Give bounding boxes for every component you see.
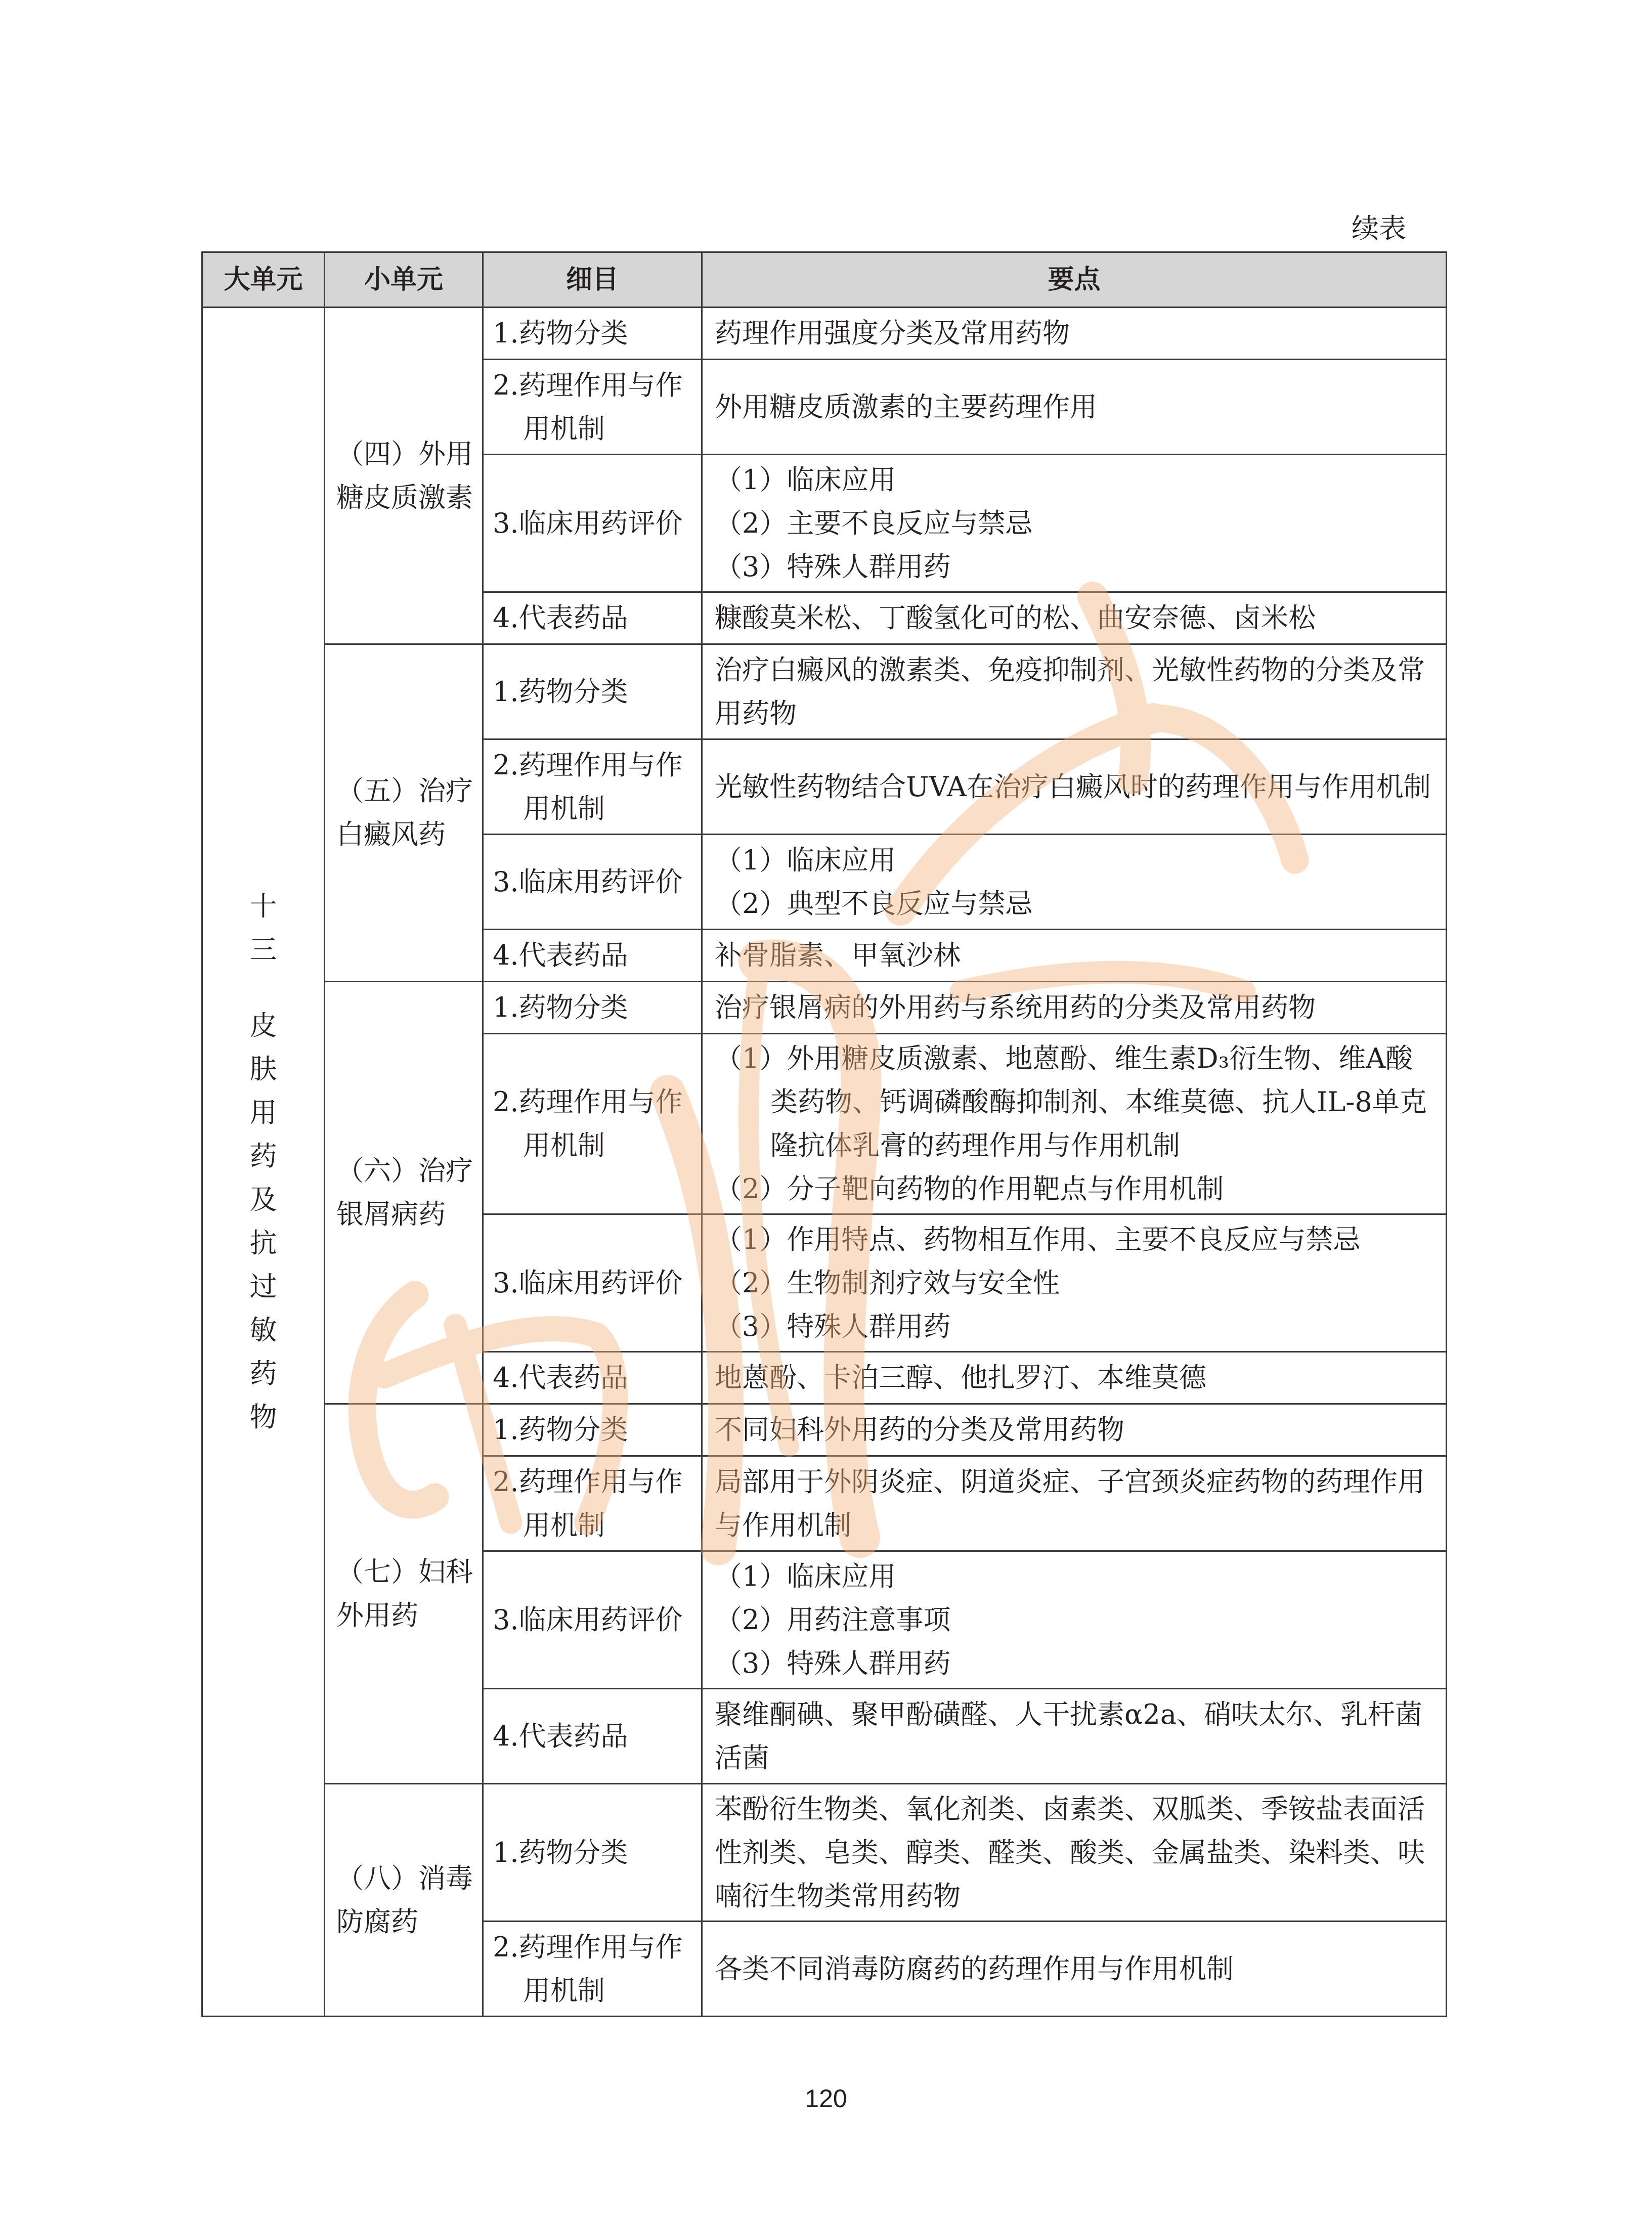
key-points-cell (702, 1352, 1447, 1404)
key-point-line: （1）外用糖皮质激素、地蒽酚、维生素D₃衍生物、维A酸类药物、钙调磷酸酶抑制剂、本维莫德、抗人IL-8单克隆抗体乳膏的药理作用与作用机制 (715, 1042, 1427, 1161)
key-points-cell (702, 739, 1447, 835)
detail-cell (483, 1034, 702, 1214)
key-point-line: （1）临床应用 (715, 844, 896, 876)
key-point-line: （3）特殊人群用药 (715, 1310, 951, 1342)
detail-cell (483, 455, 702, 592)
key-point-line: 治疗银屑病的外用药与系统用药的分类及常用药物 (715, 991, 1316, 1023)
key-points-cell (702, 1404, 1447, 1456)
major-unit-char: 用 (249, 1097, 277, 1128)
minor-unit-cell (325, 1404, 483, 1784)
detail-text: 3.临床用药评价 (493, 1267, 683, 1299)
detail-cell (483, 1551, 702, 1689)
key-point-line: （1）临床应用 (715, 463, 896, 496)
header-major-unit: 大单元 (202, 252, 325, 308)
minor-unit-name: （八）消毒防腐药 (336, 1862, 473, 1938)
detail-text: 1.药物分类 (493, 991, 628, 1023)
key-point-line: （2）生物制剂疗效与安全性 (715, 1267, 1060, 1299)
detail-text: 3.临床用药评价 (493, 1603, 683, 1636)
detail-cell (483, 1922, 702, 2017)
key-point-line: （2）主要不良反应与禁忌 (715, 507, 1033, 539)
table-row (202, 1784, 1447, 1922)
continuation-label: 续表 (1352, 212, 1406, 244)
major-unit-char: 抗 (249, 1227, 277, 1259)
key-point-line: （2）用药注意事项 (715, 1603, 951, 1636)
major-unit-char: 过 (249, 1271, 277, 1302)
detail-cell (483, 592, 702, 644)
key-point-line: 光敏性药物结合UVA在治疗白癜风时的药理作用与作用机制 (715, 770, 1431, 803)
detail-text: 4.代表药品 (493, 602, 628, 634)
detail-text: 2.药理作用与作用机制 (493, 1931, 683, 2006)
detail-text: 2.药理作用与作用机制 (493, 1086, 683, 1161)
key-points-cell (702, 1214, 1447, 1352)
major-unit-char: 药 (249, 1140, 277, 1172)
table-row (202, 308, 1447, 360)
detail-cell (483, 1214, 702, 1352)
key-points-cell (702, 930, 1447, 982)
major-unit-char: 敏 (249, 1314, 277, 1346)
detail-cell (483, 1456, 702, 1551)
minor-unit-name: （七）妇科外用药 (336, 1556, 473, 1631)
minor-unit-cell (325, 982, 483, 1404)
syllabus-table-wrapper (201, 251, 1446, 2017)
key-point-line: 药理作用强度分类及常用药物 (715, 317, 1070, 349)
key-point-line: 地蒽酚、卡泊三醇、他扎罗汀、本维莫德 (715, 1362, 1206, 1393)
key-points-cell (702, 1456, 1447, 1551)
detail-cell (483, 982, 702, 1034)
minor-unit-name: （五）治疗白癜风药 (336, 775, 473, 850)
key-points-cell (702, 644, 1447, 739)
key-point-line: 聚维酮碘、聚甲酚磺醛、人干扰素α2a、硝呋太尔、乳杆菌活菌 (715, 1698, 1423, 1774)
major-unit-cell (202, 308, 325, 2017)
key-point-line: 苯酚衍生物类、氧化剂类、卤素类、双胍类、季铵盐表面活性剂类、皂类、醇类、醛类、酸类、金属盐类、染料类、呋喃衍生物类常用药物 (715, 1793, 1425, 1912)
detail-cell (483, 1784, 702, 1922)
detail-cell (483, 930, 702, 982)
header-detail: 细目 (483, 252, 702, 308)
detail-text: 1.药物分类 (493, 675, 628, 708)
detail-text: 1.药物分类 (493, 317, 628, 349)
detail-cell (483, 1352, 702, 1404)
table-row (202, 982, 1447, 1034)
key-points-cell (702, 592, 1447, 644)
major-unit-number: 十三 (249, 890, 277, 966)
detail-text: 4.代表药品 (493, 1720, 628, 1752)
major-unit-char: 及 (249, 1184, 277, 1215)
detail-cell (483, 360, 702, 455)
key-points-cell (702, 1551, 1447, 1689)
minor-unit-name: （四）外用糖皮质激素 (336, 438, 473, 513)
major-unit-vertical-text (246, 885, 281, 1439)
detail-text: 4.代表药品 (493, 939, 628, 971)
key-points-cell (702, 982, 1447, 1034)
major-unit-char: 药 (249, 1358, 277, 1389)
syllabus-table (201, 251, 1447, 2017)
detail-cell (483, 308, 702, 360)
header-minor-unit: 小单元 (325, 252, 483, 308)
key-point-line: 治疗白癜风的激素类、免疫抑制剂、光敏性药物的分类及常用药物 (715, 653, 1425, 729)
table-row (202, 1404, 1447, 1456)
detail-text: 3.临床用药评价 (493, 507, 683, 539)
key-point-line: 补骨脂素、甲氧沙林 (715, 939, 961, 971)
major-unit-char: 物 (249, 1401, 277, 1433)
key-point-line: （2）分子靶向药物的作用靶点与作用机制 (715, 1173, 1224, 1205)
key-points-cell (702, 1922, 1447, 2017)
key-point-line: 糠酸莫米松、丁酸氢化可的松、曲安奈德、卤米松 (715, 602, 1316, 634)
detail-text: 1.药物分类 (493, 1836, 628, 1868)
detail-text: 3.临床用药评价 (493, 865, 683, 898)
table-row (202, 644, 1447, 739)
key-point-line: （1）临床应用 (715, 1560, 896, 1592)
key-point-line: （1）作用特点、药物相互作用、主要不良反应与禁忌 (715, 1223, 1361, 1255)
detail-text: 2.药理作用与作用机制 (493, 369, 683, 445)
key-point-line: 不同妇科外用药的分类及常用药物 (715, 1414, 1124, 1446)
detail-text: 1.药物分类 (493, 1414, 628, 1446)
key-points-cell (702, 455, 1447, 592)
detail-cell (483, 644, 702, 739)
detail-cell (483, 739, 702, 835)
table-header-row (202, 252, 1447, 308)
key-points-cell (702, 1784, 1447, 1922)
major-unit-char: 肤 (249, 1053, 277, 1085)
key-point-line: （3）特殊人群用药 (715, 1647, 951, 1679)
key-points-cell (702, 1034, 1447, 1214)
key-point-line: 局部用于外阴炎症、阴道炎症、子宫颈炎症药物的药理作用与作用机制 (715, 1465, 1425, 1541)
detail-text: 4.代表药品 (493, 1362, 628, 1393)
minor-unit-cell (325, 308, 483, 644)
detail-text: 2.药理作用与作用机制 (493, 749, 683, 824)
page-number: 120 (805, 2084, 847, 2113)
major-unit-char: 皮 (249, 1010, 277, 1041)
key-points-cell (702, 835, 1447, 930)
minor-unit-name: （六）治疗银屑病药 (336, 1155, 473, 1230)
key-point-line: 外用糖皮质激素的主要药理作用 (715, 390, 1097, 423)
detail-cell (483, 835, 702, 930)
detail-cell (483, 1404, 702, 1456)
minor-unit-cell (325, 1784, 483, 2017)
key-point-line: （3）特殊人群用药 (715, 550, 951, 583)
key-point-line: 各类不同消毒防腐药的药理作用与作用机制 (715, 1952, 1234, 1985)
header-key-points: 要点 (702, 252, 1447, 308)
key-points-cell (702, 1689, 1447, 1784)
detail-text: 2.药理作用与作用机制 (493, 1465, 683, 1541)
key-point-line: （2）典型不良反应与禁忌 (715, 887, 1033, 920)
minor-unit-cell (325, 644, 483, 982)
detail-cell (483, 1689, 702, 1784)
key-points-cell (702, 360, 1447, 455)
key-points-cell (702, 308, 1447, 360)
